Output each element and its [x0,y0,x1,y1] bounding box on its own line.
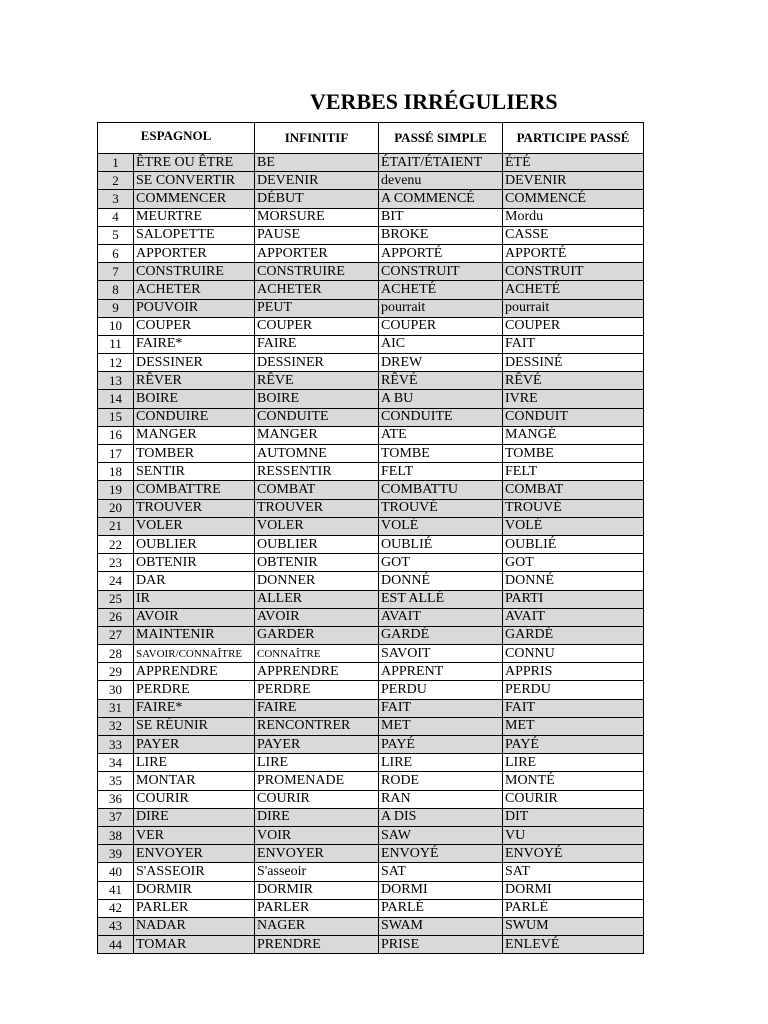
cell-infinitif: DESSINER [255,354,379,372]
cell-infinitif: AUTOMNE [255,445,379,463]
row-number: 36 [98,790,134,808]
cell-espagnol: DAR [134,572,255,590]
cell-participe-passe: VOLÉ [503,517,644,535]
table-row [98,554,644,572]
cell-espagnol: COUPER [134,317,255,335]
cell-infinitif: CONSTRUIRE [255,263,379,281]
cell-participe-passe: DONNÉ [503,572,644,590]
cell-passe-simple: PAYÉ [379,736,503,754]
cell-passe-simple: TROUVÉ [379,499,503,517]
cell-participe-passe: pourrait [503,299,644,317]
cell-infinitif: APPRENDRE [255,663,379,681]
cell-infinitif: PROMENADE [255,772,379,790]
cell-passe-simple: BROKE [379,226,503,244]
cell-espagnol: VOLER [134,517,255,535]
cell-espagnol: ÊTRE OU ÊTRE [134,154,255,172]
cell-participe-passe: ENVOYÉ [503,845,644,863]
cell-espagnol: NADAR [134,917,255,935]
cell-participe-passe: SAT [503,863,644,881]
cell-passe-simple: AIC [379,335,503,353]
cell-infinitif: APPORTER [255,244,379,262]
irregular-verbs-table [97,122,644,954]
cell-espagnol: MEURTRE [134,208,255,226]
cell-infinitif: COURIR [255,790,379,808]
cell-espagnol: POUVOIR [134,299,255,317]
row-number: 15 [98,408,134,426]
cell-espagnol: SE RÉUNIR [134,717,255,735]
table-row [98,663,644,681]
row-number: 35 [98,772,134,790]
cell-participe-passe: GOT [503,554,644,572]
table-row [98,426,644,444]
cell-espagnol: TOMAR [134,936,255,954]
cell-participe-passe: COMMENCÉ [503,190,644,208]
header-espagnol [98,123,255,154]
cell-espagnol: FAIRE* [134,335,255,353]
cell-espagnol: VER [134,826,255,844]
cell-infinitif: PEUT [255,299,379,317]
cell-passe-simple: DONNÉ [379,572,503,590]
cell-espagnol: SENTIR [134,463,255,481]
cell-participe-passe: MET [503,717,644,735]
cell-espagnol: BOIRE [134,390,255,408]
cell-espagnol: TOMBER [134,445,255,463]
table-row [98,845,644,863]
table-row [98,463,644,481]
table-row [98,590,644,608]
cell-participe-passe: FAIT [503,335,644,353]
row-number: 8 [98,281,134,299]
cell-participe-passe: COMBAT [503,481,644,499]
cell-espagnol: CONDUIRE [134,408,255,426]
cell-participe-passe: ACHETÉ [503,281,644,299]
row-number: 43 [98,917,134,935]
table-row [98,881,644,899]
cell-espagnol: COMMENCER [134,190,255,208]
cell-participe-passe: AVAIT [503,608,644,626]
row-number: 7 [98,263,134,281]
table-row [98,499,644,517]
table-row [98,608,644,626]
cell-infinitif: S'asseoir [255,863,379,881]
table-row [98,354,644,372]
row-number: 24 [98,572,134,590]
cell-passe-simple: FAIT [379,699,503,717]
header-espagnol-label: ESPAGNOL [140,128,212,143]
cell-espagnol: MANGER [134,426,255,444]
cell-passe-simple: DORMI [379,881,503,899]
cell-participe-passe: COUPER [503,317,644,335]
cell-participe-passe: COURIR [503,790,644,808]
table-row [98,808,644,826]
cell-passe-simple: ÉTAIT/ÉTAIENT [379,154,503,172]
row-number: 25 [98,590,134,608]
cell-participe-passe: MANGÉ [503,426,644,444]
cell-espagnol: COURIR [134,790,255,808]
cell-passe-simple: GARDÉ [379,626,503,644]
cell-passe-simple: APPRENT [379,663,503,681]
cell-participe-passe: FELT [503,463,644,481]
cell-participe-passe: MONTÉ [503,772,644,790]
cell-passe-simple: ACHETÉ [379,281,503,299]
cell-espagnol: DIRE [134,808,255,826]
cell-participe-passe: TOMBE [503,445,644,463]
cell-participe-passe: APPORTÉ [503,244,644,262]
cell-participe-passe: VU [503,826,644,844]
cell-espagnol: ACHETER [134,281,255,299]
row-number: 16 [98,426,134,444]
cell-participe-passe: CONNU [503,645,644,663]
row-number: 40 [98,863,134,881]
page-title: VERBES IRRÉGULIERS [310,88,558,114]
table-row [98,299,644,317]
cell-participe-passe: TROUVÉ [503,499,644,517]
table-row [98,390,644,408]
table-row [98,481,644,499]
table-row [98,535,644,553]
table-row [98,772,644,790]
cell-passe-simple: SAVOIT [379,645,503,663]
cell-espagnol: ENVOYER [134,845,255,863]
cell-espagnol: MAINTENIR [134,626,255,644]
table-row [98,408,644,426]
row-number: 10 [98,317,134,335]
cell-passe-simple: A COMMENCÉ [379,190,503,208]
row-number: 2 [98,172,134,190]
table-row [98,263,644,281]
table-row [98,445,644,463]
row-number: 6 [98,244,134,262]
cell-espagnol: APPRENDRE [134,663,255,681]
cell-passe-simple: RODE [379,772,503,790]
cell-passe-simple: SAT [379,863,503,881]
cell-infinitif: PAYER [255,736,379,754]
table-row [98,335,644,353]
table-row [98,626,644,644]
table-row [98,517,644,535]
cell-participe-passe: APPRIS [503,663,644,681]
cell-infinitif: OUBLIER [255,535,379,553]
cell-passe-simple: APPORTÉ [379,244,503,262]
cell-espagnol: OUBLIER [134,535,255,553]
cell-passe-simple: ENVOYÉ [379,845,503,863]
cell-espagnol: PAYER [134,736,255,754]
cell-passe-simple: BIT [379,208,503,226]
cell-participe-passe: PERDU [503,681,644,699]
row-number: 5 [98,226,134,244]
cell-passe-simple: GOT [379,554,503,572]
cell-infinitif: BOIRE [255,390,379,408]
row-number: 3 [98,190,134,208]
cell-passe-simple: AVAIT [379,608,503,626]
table-header-row [98,123,644,154]
row-number: 38 [98,826,134,844]
cell-infinitif: PERDRE [255,681,379,699]
cell-infinitif: PARLER [255,899,379,917]
table-row [98,863,644,881]
header-participe-passe: PARTICIPE PASSÉ [503,123,644,154]
cell-participe-passe: RÊVÉ [503,372,644,390]
table-row [98,281,644,299]
cell-participe-passe: DESSINÉ [503,354,644,372]
cell-infinitif: BE [255,154,379,172]
cell-passe-simple: PRISE [379,936,503,954]
cell-participe-passe: PARTI [503,590,644,608]
cell-participe-passe: IVRE [503,390,644,408]
cell-infinitif: VOIR [255,826,379,844]
cell-espagnol: PARLER [134,899,255,917]
row-number: 37 [98,808,134,826]
cell-passe-simple: CONDUITE [379,408,503,426]
cell-infinitif: COUPER [255,317,379,335]
table-row [98,754,644,772]
header-passe-simple: PASSÉ SIMPLE [379,123,503,154]
row-number: 26 [98,608,134,626]
cell-participe-passe: GARDÉ [503,626,644,644]
cell-espagnol: DORMIR [134,881,255,899]
cell-passe-simple: COMBATTU [379,481,503,499]
cell-espagnol: AVOIR [134,608,255,626]
cell-passe-simple: RÊVÉ [379,372,503,390]
cell-infinitif: TROUVER [255,499,379,517]
cell-passe-simple: VOLÉ [379,517,503,535]
cell-espagnol: COMBATTRE [134,481,255,499]
cell-infinitif: RÊVE [255,372,379,390]
cell-infinitif: LIRE [255,754,379,772]
table-row [98,244,644,262]
cell-participe-passe: DORMI [503,881,644,899]
cell-infinitif: VOLER [255,517,379,535]
cell-participe-passe: DIT [503,808,644,826]
row-number: 9 [98,299,134,317]
cell-passe-simple: PARLÉ [379,899,503,917]
row-number: 1 [98,154,134,172]
row-number: 14 [98,390,134,408]
row-number: 44 [98,936,134,954]
cell-espagnol: APPORTER [134,244,255,262]
cell-espagnol: SE CONVERTIR [134,172,255,190]
cell-passe-simple: A DIS [379,808,503,826]
cell-passe-simple: TOMBE [379,445,503,463]
table-row [98,372,644,390]
cell-passe-simple: EST ALLÉ [379,590,503,608]
row-number: 20 [98,499,134,517]
table-row [98,154,644,172]
cell-infinitif: DONNER [255,572,379,590]
cell-passe-simple: FELT [379,463,503,481]
row-number: 21 [98,517,134,535]
cell-passe-simple: PERDU [379,681,503,699]
cell-espagnol: S'ASSEOIR [134,863,255,881]
cell-infinitif: MORSURE [255,208,379,226]
cell-espagnol: TROUVER [134,499,255,517]
cell-espagnol: OBTENIR [134,554,255,572]
table-row [98,717,644,735]
cell-espagnol: MONTAR [134,772,255,790]
cell-infinitif: PRENDRE [255,936,379,954]
row-number: 32 [98,717,134,735]
cell-infinitif: ENVOYER [255,845,379,863]
cell-infinitif: ACHETER [255,281,379,299]
row-number: 41 [98,881,134,899]
cell-passe-simple: LIRE [379,754,503,772]
table-row [98,226,644,244]
cell-passe-simple: COUPER [379,317,503,335]
cell-passe-simple: MET [379,717,503,735]
cell-infinitif: PAUSE [255,226,379,244]
cell-espagnol: FAIRE* [134,699,255,717]
row-number: 12 [98,354,134,372]
table-row [98,190,644,208]
cell-infinitif: MANGER [255,426,379,444]
cell-passe-simple: pourrait [379,299,503,317]
cell-infinitif: OBTENIR [255,554,379,572]
table-row [98,572,644,590]
cell-espagnol: CONSTRUIRE [134,263,255,281]
cell-passe-simple: DREW [379,354,503,372]
row-number: 31 [98,699,134,717]
cell-participe-passe: ENLEVÉ [503,936,644,954]
row-number: 17 [98,445,134,463]
cell-infinitif: NAGER [255,917,379,935]
row-number: 18 [98,463,134,481]
cell-participe-passe: PAYÉ [503,736,644,754]
cell-participe-passe: OUBLIÉ [503,535,644,553]
cell-infinitif: DIRE [255,808,379,826]
row-number: 27 [98,626,134,644]
cell-infinitif: AVOIR [255,608,379,626]
table-row [98,681,644,699]
cell-participe-passe: ÉTÉ [503,154,644,172]
cell-espagnol: DESSINER [134,354,255,372]
row-number: 22 [98,535,134,553]
cell-participe-passe: CONDUIT [503,408,644,426]
cell-passe-simple: devenu [379,172,503,190]
cell-passe-simple: A BU [379,390,503,408]
cell-participe-passe: LIRE [503,754,644,772]
table-row [98,917,644,935]
table-row [98,172,644,190]
row-number: 23 [98,554,134,572]
cell-participe-passe: CONSTRUIT [503,263,644,281]
cell-infinitif: CONNAÎTRE [255,645,379,663]
cell-espagnol: LIRE [134,754,255,772]
row-number: 29 [98,663,134,681]
cell-participe-passe: PARLÉ [503,899,644,917]
cell-espagnol: IR [134,590,255,608]
cell-infinitif: RENCONTRER [255,717,379,735]
cell-infinitif: FAIRE [255,335,379,353]
cell-infinitif: ALLER [255,590,379,608]
cell-espagnol: PERDRE [134,681,255,699]
cell-infinitif: DÉBUT [255,190,379,208]
cell-espagnol: RÊVER [134,372,255,390]
cell-participe-passe: DEVENIR [503,172,644,190]
table-row [98,317,644,335]
cell-passe-simple: SAW [379,826,503,844]
row-number: 13 [98,372,134,390]
row-number: 39 [98,845,134,863]
table-row [98,208,644,226]
cell-participe-passe: Mordu [503,208,644,226]
header-infinitif: INFINITIF [255,123,379,154]
row-number: 34 [98,754,134,772]
row-number: 33 [98,736,134,754]
cell-infinitif: RESSENTIR [255,463,379,481]
cell-espagnol: SAVOIR/CONNAÎTRE [134,645,255,663]
cell-infinitif: COMBAT [255,481,379,499]
cell-infinitif: GARDER [255,626,379,644]
cell-infinitif: CONDUITE [255,408,379,426]
cell-infinitif: FAIRE [255,699,379,717]
cell-passe-simple: ATE [379,426,503,444]
row-number: 30 [98,681,134,699]
cell-passe-simple: OUBLIÉ [379,535,503,553]
cell-infinitif: DORMIR [255,881,379,899]
row-number: 19 [98,481,134,499]
cell-passe-simple: RAN [379,790,503,808]
cell-passe-simple: CONSTRUIT [379,263,503,281]
table-row [98,790,644,808]
table-row [98,936,644,954]
cell-participe-passe: CASSE [503,226,644,244]
cell-passe-simple: SWAM [379,917,503,935]
table-row [98,645,644,663]
cell-espagnol: SALOPETTE [134,226,255,244]
table-row [98,899,644,917]
row-number: 42 [98,899,134,917]
row-number: 4 [98,208,134,226]
table-row [98,736,644,754]
row-number: 28 [98,645,134,663]
cell-participe-passe: SWUM [503,917,644,935]
row-number: 11 [98,335,134,353]
cell-participe-passe: FAIT [503,699,644,717]
table-row [98,826,644,844]
cell-infinitif: DEVENIR [255,172,379,190]
table-body [98,154,644,954]
table-row [98,699,644,717]
